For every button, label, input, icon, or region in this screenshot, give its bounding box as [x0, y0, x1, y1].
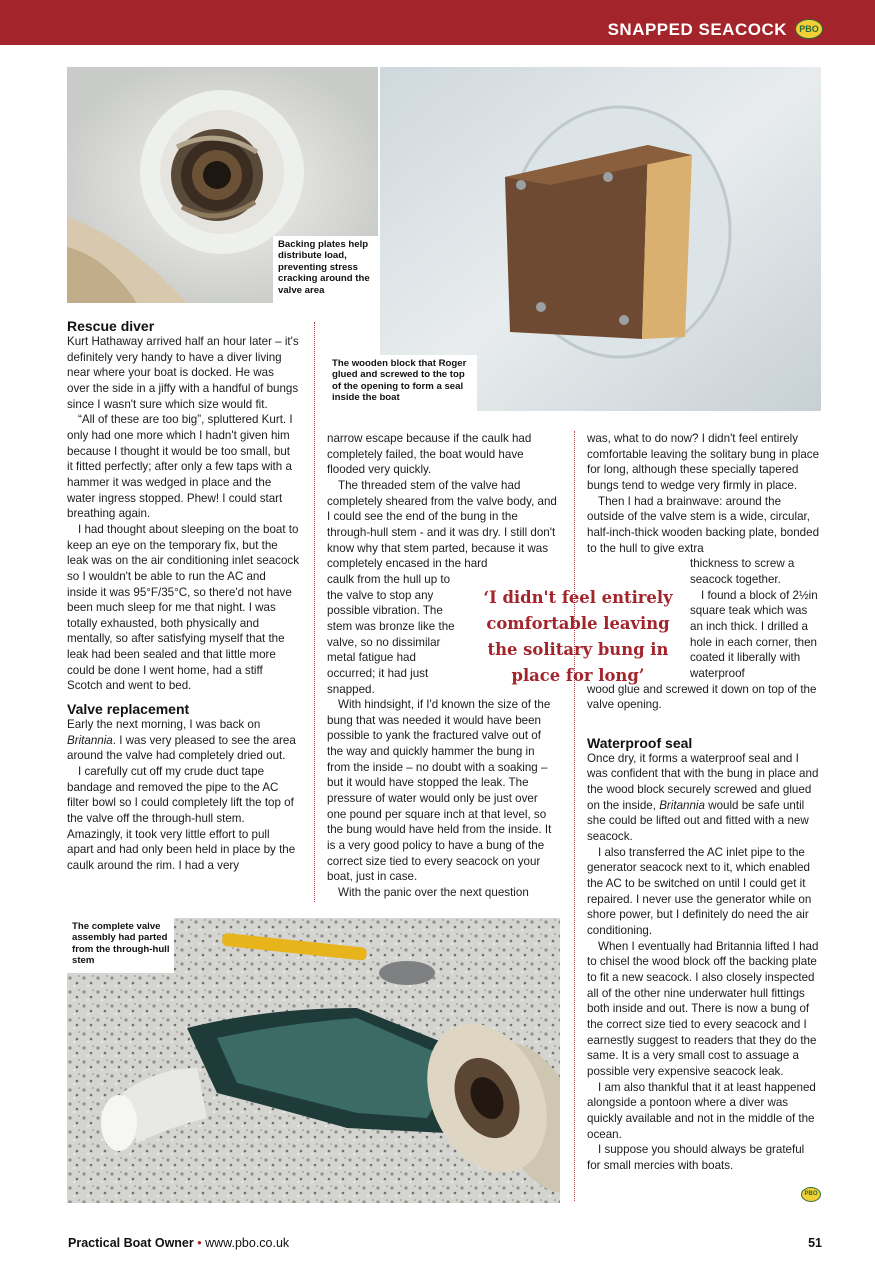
paragraph: Kurt Hathaway arrived half an hour later – it's definitely very handy to have a diver living near where your boat is docked. He was over the side in a jiffy with a handful of bungs since I wasn't sure which size would fit.	[67, 335, 299, 411]
paragraph: wood glue and screwed it down on top of the valve opening.	[587, 682, 817, 712]
paragraph: I carefully cut off my crude duct tape bandage and removed the pipe to the AC filter bowl so I could completely lift the top of the valve off the through-hull stem. Amazingly, it took very little effort to pull apart and had only been held in place by the caulk around the rim. I had a very	[67, 765, 296, 872]
paragraph: Then I had a brainwave: around the outside of the valve stem is a wide, circular, half-inch-thick wooden backing plate, bonded to the hull to give extra	[587, 494, 820, 555]
paragraph: With hindsight, if I'd known the size of the bung that was needed it would have been possible to yank the fractured valve out of the way and quickly hammer the bung in from the inside – no doubt with a soaking – but it would have stopped the leak. The pressure of water would only be just over one pound per square inch at that level, so the bung would have held from the inside. It is a very good policy to have a bung of the correct size tied to every seacock on your boat, just in case.	[327, 698, 552, 884]
paragraph: narrow escape because if the caulk had completely failed, the boat would have flooded very quickly.	[327, 432, 532, 477]
waterproof-seal-heading: Waterproof seal	[587, 734, 693, 751]
paragraph: I also transferred the AC inlet pipe to the generator seacock next to it, which enabled the AC to be switched on until I could get it repaired. I never use the generator while on shore power, but I definitely do need the air conditioning.	[587, 845, 812, 938]
paragraph: I had thought about sleeping on the boat to keep an eye on the temporary fix, but the leak was on the air conditioning inlet seacock so I wouldn't be able to run the AC and inside it was 95°F/35°C, so there'd not have been much sleep for me that night. I was totally exhausted, both physically and mentally, so after satisfying myself that the leak had been sealed and that little more could be done I went home, had a stiff Scotch and went to bed.	[67, 522, 300, 693]
magazine-name: Practical Boat Owner	[68, 1236, 194, 1250]
paragraph: was, what to do now? I didn't feel entirely comfortable leaving the solitary bung in place for long, although these specially tapered bungs tend to wedge very firmly in place.	[587, 432, 820, 492]
pbo-logo-icon: PBO	[795, 19, 823, 39]
website-link[interactable]: www.pbo.co.uk	[205, 1236, 290, 1250]
paragraph	[67, 717, 299, 764]
rescue-diver-heading: Rescue diver	[67, 318, 155, 334]
footer-separator: •	[197, 1236, 202, 1250]
paragraph-text: would be safe until she could be lifted out and fitted with a new seacock.	[587, 798, 809, 844]
backing-plate-caption: Backing plates help distribute load, preventing stress cracking around the valve area	[273, 236, 378, 303]
boat-name: Britannia	[67, 733, 113, 747]
section-title: SNAPPED SEACOCK	[607, 20, 787, 39]
section-header	[0, 0, 875, 45]
paragraph-text: . I was very pleased to see the area around the valve had completely dried out.	[67, 733, 296, 763]
paragraph: “All of these are too big”, spluttered Kurt. I only had one more which I hadn't given him because I thought it would be too small, but it fitted perfectly; after only a few taps with a hammer it was wedged in place and the water ingress stopped. Phew! I could start breathing again.	[67, 413, 293, 521]
boat-name: Britannia	[659, 798, 705, 812]
end-mark-pbo-icon: PBO	[801, 1187, 821, 1202]
paragraph: I suppose you should always be grateful for small mercies with boats.	[587, 1143, 805, 1172]
paragraph: The threaded stem of the valve had completely sheared from the valve body, and I could see the end of the bung in the through-hull stem - and it was dry. I still don't know why that stem parted, because it was completely encased in the hard	[327, 478, 557, 571]
paragraph-text: Early the next morning, I was back on	[67, 718, 261, 732]
article-column-1	[67, 318, 299, 874]
paragraph: I am also thankful that it at least happened alongside a pontoon where a diver was quickly available and not in the middle of the ocean.	[587, 1080, 816, 1141]
footer-publication	[68, 1236, 289, 1250]
paragraph: thickness to screw a seacock together.	[690, 557, 795, 586]
paragraph: With the panic over the next question	[338, 886, 529, 900]
valve-replacement-heading: Valve replacement	[67, 701, 190, 718]
article-column-3	[587, 431, 820, 1174]
wooden-block-caption: The wooden block that Roger glued and screwed to the top of the opening to form a seal inside the boat	[327, 355, 477, 411]
valve-assembly-caption: The complete valve assembly had parted from the through-hull stem	[67, 918, 174, 973]
pull-quote: ‘I didn't feel entirely comfortable leaving the solitary bung in place for long’	[483, 588, 673, 685]
paragraph: When I eventually had Britannia lifted I had to chisel the wood block off the backing plate to fit a new seacock. I also closely inspected all of the other nine underwater hull fittings both inside and out. There is now a bung of the correct size tied to every seacock and I earnestly suggest to readers that they do the same. It is a very small cost to assuage a possible very expensive seacock leak.	[587, 939, 819, 1078]
column-divider	[574, 431, 575, 1201]
paragraph	[587, 751, 820, 845]
page-number: 51	[808, 1236, 822, 1250]
paragraph-text: Once dry, it forms a waterproof seal and I was confident that with the bung in place and the wood block securely screwed and glued on the inside,	[587, 751, 819, 812]
paragraph: caulk from the hull up to the valve to stop any possible vibration. The stem was bronze like the valve, so no dissimilar metal fatigue had occurred; it had just snapped.	[327, 572, 455, 696]
column-divider	[314, 322, 315, 902]
paragraph: I found a block of 2½in square teak which was an inch thick. I drilled a hole in each corner, then coated it liberally with waterproof	[690, 588, 818, 680]
